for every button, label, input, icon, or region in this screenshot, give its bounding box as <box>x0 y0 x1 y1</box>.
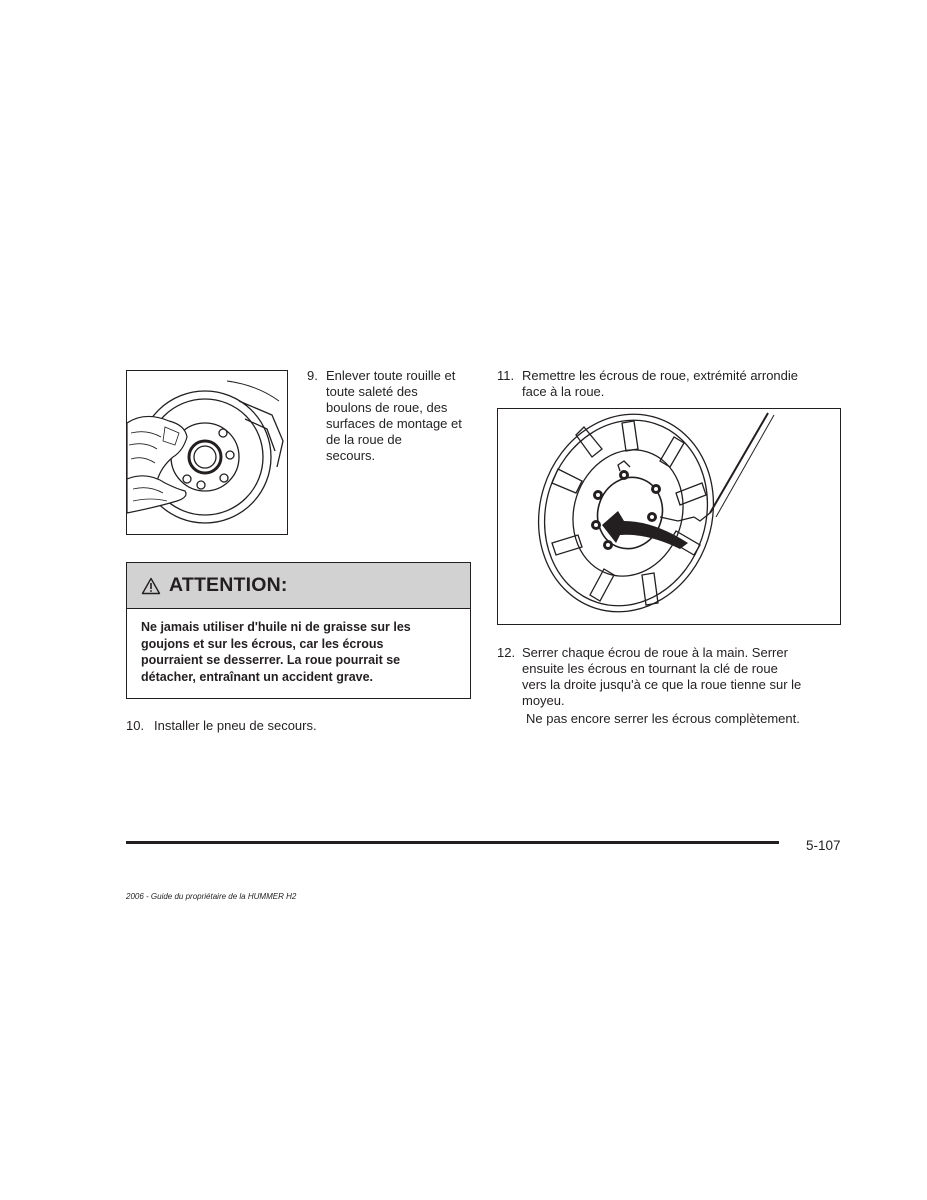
step-12-line-3: vers la droite jusqu'à ce que la roue tienne sur le <box>522 677 802 692</box>
step-9-number: 9. <box>307 368 318 383</box>
step-12-line-2: ensuite les écrous en tournant la clé de roue <box>522 661 778 676</box>
step-9-line-1: Enlever toute rouille et <box>326 368 456 383</box>
warning-header <box>127 563 470 609</box>
footer-text: 2006 - Guide du propriétaire de la HUMMER H2 <box>126 892 297 901</box>
step-11-number: 11. <box>497 368 515 383</box>
step-12-number: 12. <box>497 645 516 660</box>
step-9 <box>307 368 477 468</box>
step-12-line-1: Serrer chaque écrou de roue à la main. Serrer <box>522 645 788 660</box>
page-number: 5-107 <box>806 838 841 853</box>
step-12-note: Ne pas encore serrer les écrous complètement. <box>526 711 800 726</box>
warning-box <box>126 562 471 699</box>
step-11-line-2: face à la roue. <box>522 384 605 399</box>
step-9-line-3: boulons de roue, des <box>326 400 448 415</box>
step-12-line-4: moyeu. <box>522 693 565 708</box>
wheel-drawing <box>498 409 839 623</box>
hub-cleaning-drawing <box>127 371 286 533</box>
step-10 <box>126 718 386 736</box>
warning-line-4: détacher, entraînant un accident grave. <box>141 669 374 684</box>
step-9-line-4: surfaces de montage et <box>326 416 462 431</box>
step-9-line-5: de la roue de <box>326 432 402 447</box>
step-12 <box>497 645 842 729</box>
step-11 <box>497 368 842 402</box>
wheel-lug-nut-illustration <box>497 408 841 625</box>
warning-text <box>127 609 470 685</box>
hub-cleaning-illustration <box>126 370 288 535</box>
warning-title: ATTENTION: <box>169 574 288 596</box>
step-10-number: 10. <box>126 718 145 733</box>
warning-line-2: goujons et sur les écrous, car les écrous <box>141 636 384 651</box>
step-9-line-2: toute saleté des <box>326 384 418 399</box>
step-11-line-1: Remettre les écrous de roue, extrémité arrondie <box>522 368 799 383</box>
warning-triangle-icon <box>141 577 161 595</box>
bottom-rule <box>126 841 779 844</box>
step-10-text: Installer le pneu de secours. <box>154 718 317 733</box>
step-9-line-6: secours. <box>326 448 376 463</box>
warning-line-3: pourraient se desserrer. La roue pourrait se <box>141 653 401 667</box>
warning-line-1: Ne jamais utiliser d'huile ni de graisse sur les <box>141 620 411 634</box>
